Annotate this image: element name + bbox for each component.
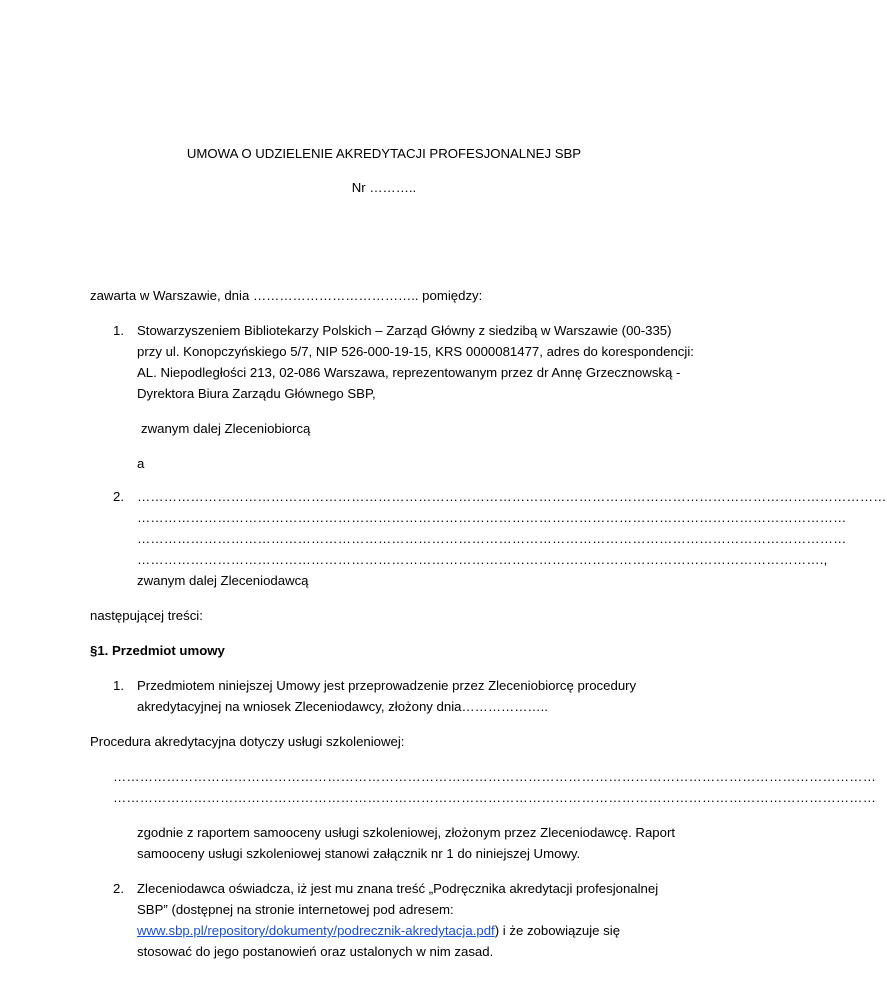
party-2-blank-line-2: …………………………………………………………………………………………………………………………………………… (137, 510, 847, 525)
item-2-line-3: www.sbp.pl/repository/dokumenty/podrecznik-akredytacja.pdf) i że zobowiązuje się (137, 923, 621, 938)
following-content-label: następującej treści: (90, 608, 203, 623)
procedure-label: Procedura akredytacyjna dotyczy usługi szkoleniowej: (90, 734, 405, 749)
party-1-number: 1. (113, 323, 124, 338)
report-line-1: zgodnie z raportem samooceny usługi szkoleniowej, złożonym przez Zleceniodawcę. Raport (137, 825, 676, 840)
contract-number: Nr ……….. (351, 180, 417, 195)
procedure-blank-line-2: ……………………………………………………………………………………………………………………………………………………… (113, 790, 877, 805)
contract-title: UMOWA O UDZIELENIE AKREDYTACJI PROFESJONALNEJ SBP (186, 146, 582, 161)
party-2-role: zwanym dalej Zleceniodawcą (137, 573, 309, 588)
item-2-line-2: SBP” (dostępnej na stronie internetowej pod adresem: (137, 902, 454, 917)
conjunction: a (137, 456, 145, 471)
party-2-number: 2. (113, 489, 124, 504)
intro-line: zawarta w Warszawie, dnia ……………………………….. pomiędzy: (90, 288, 483, 303)
item-1-line-2: akredytacyjnej na wniosek Zleceniodawcy, złożony dnia……………….. (137, 699, 548, 714)
party-1-line-1: Stowarzyszeniem Bibliotekarzy Polskich – Zarząd Główny z siedzibą w Warszawie (00-335) (137, 323, 672, 338)
item-2-line-4: stosować do jego postanowień oraz ustalonych w nim zasad. (137, 944, 494, 959)
party-2-blank-line-1: …………………………………………………………………………………………………………………………………………………… (137, 489, 887, 504)
party-2-blank-line-3: …………………………………………………………………………………………………………………………………………… (137, 531, 847, 546)
party-1-line-2: przy ul. Konopczyńskiego 5/7, NIP 526-000-19-15, KRS 0000081477, adres do korespondencji: (137, 344, 694, 359)
procedure-blank-line-1: ……………………………………………………………………………………………………………………………………………………… (113, 769, 877, 784)
section-1-heading: §1. Przedmiot umowy (90, 643, 225, 658)
handbook-link[interactable]: www.sbp.pl/repository/dokumenty/podrecznik-akredytacja.pdf (137, 923, 495, 938)
item-2-number: 2. (113, 881, 124, 896)
report-line-2: samooceny usługi szkoleniowej stanowi załącznik nr 1 do niniejszej Umowy. (137, 846, 581, 861)
party-2-blank-line-4: ………………………………………………………………………………………………………………………………………., (137, 552, 828, 567)
item-1-number: 1. (113, 678, 124, 693)
party-1-role: zwanym dalej Zleceniobiorcą (141, 421, 311, 436)
party-1-line-3: AL. Niepodległości 213, 02-086 Warszawa, reprezentowanym przez dr Annę Grzecznowską - (137, 365, 681, 380)
party-1-line-4: Dyrektora Biura Zarządu Głównego SBP, (137, 386, 376, 401)
item-2-line-1: Zleceniodawca oświadcza, iż jest mu znana treść „Podręcznika akredytacji profesjonalnej (137, 881, 659, 896)
item-1-line-1: Przedmiotem niniejszej Umowy jest przeprowadzenie przez Zleceniobiorcę procedury (137, 678, 637, 693)
